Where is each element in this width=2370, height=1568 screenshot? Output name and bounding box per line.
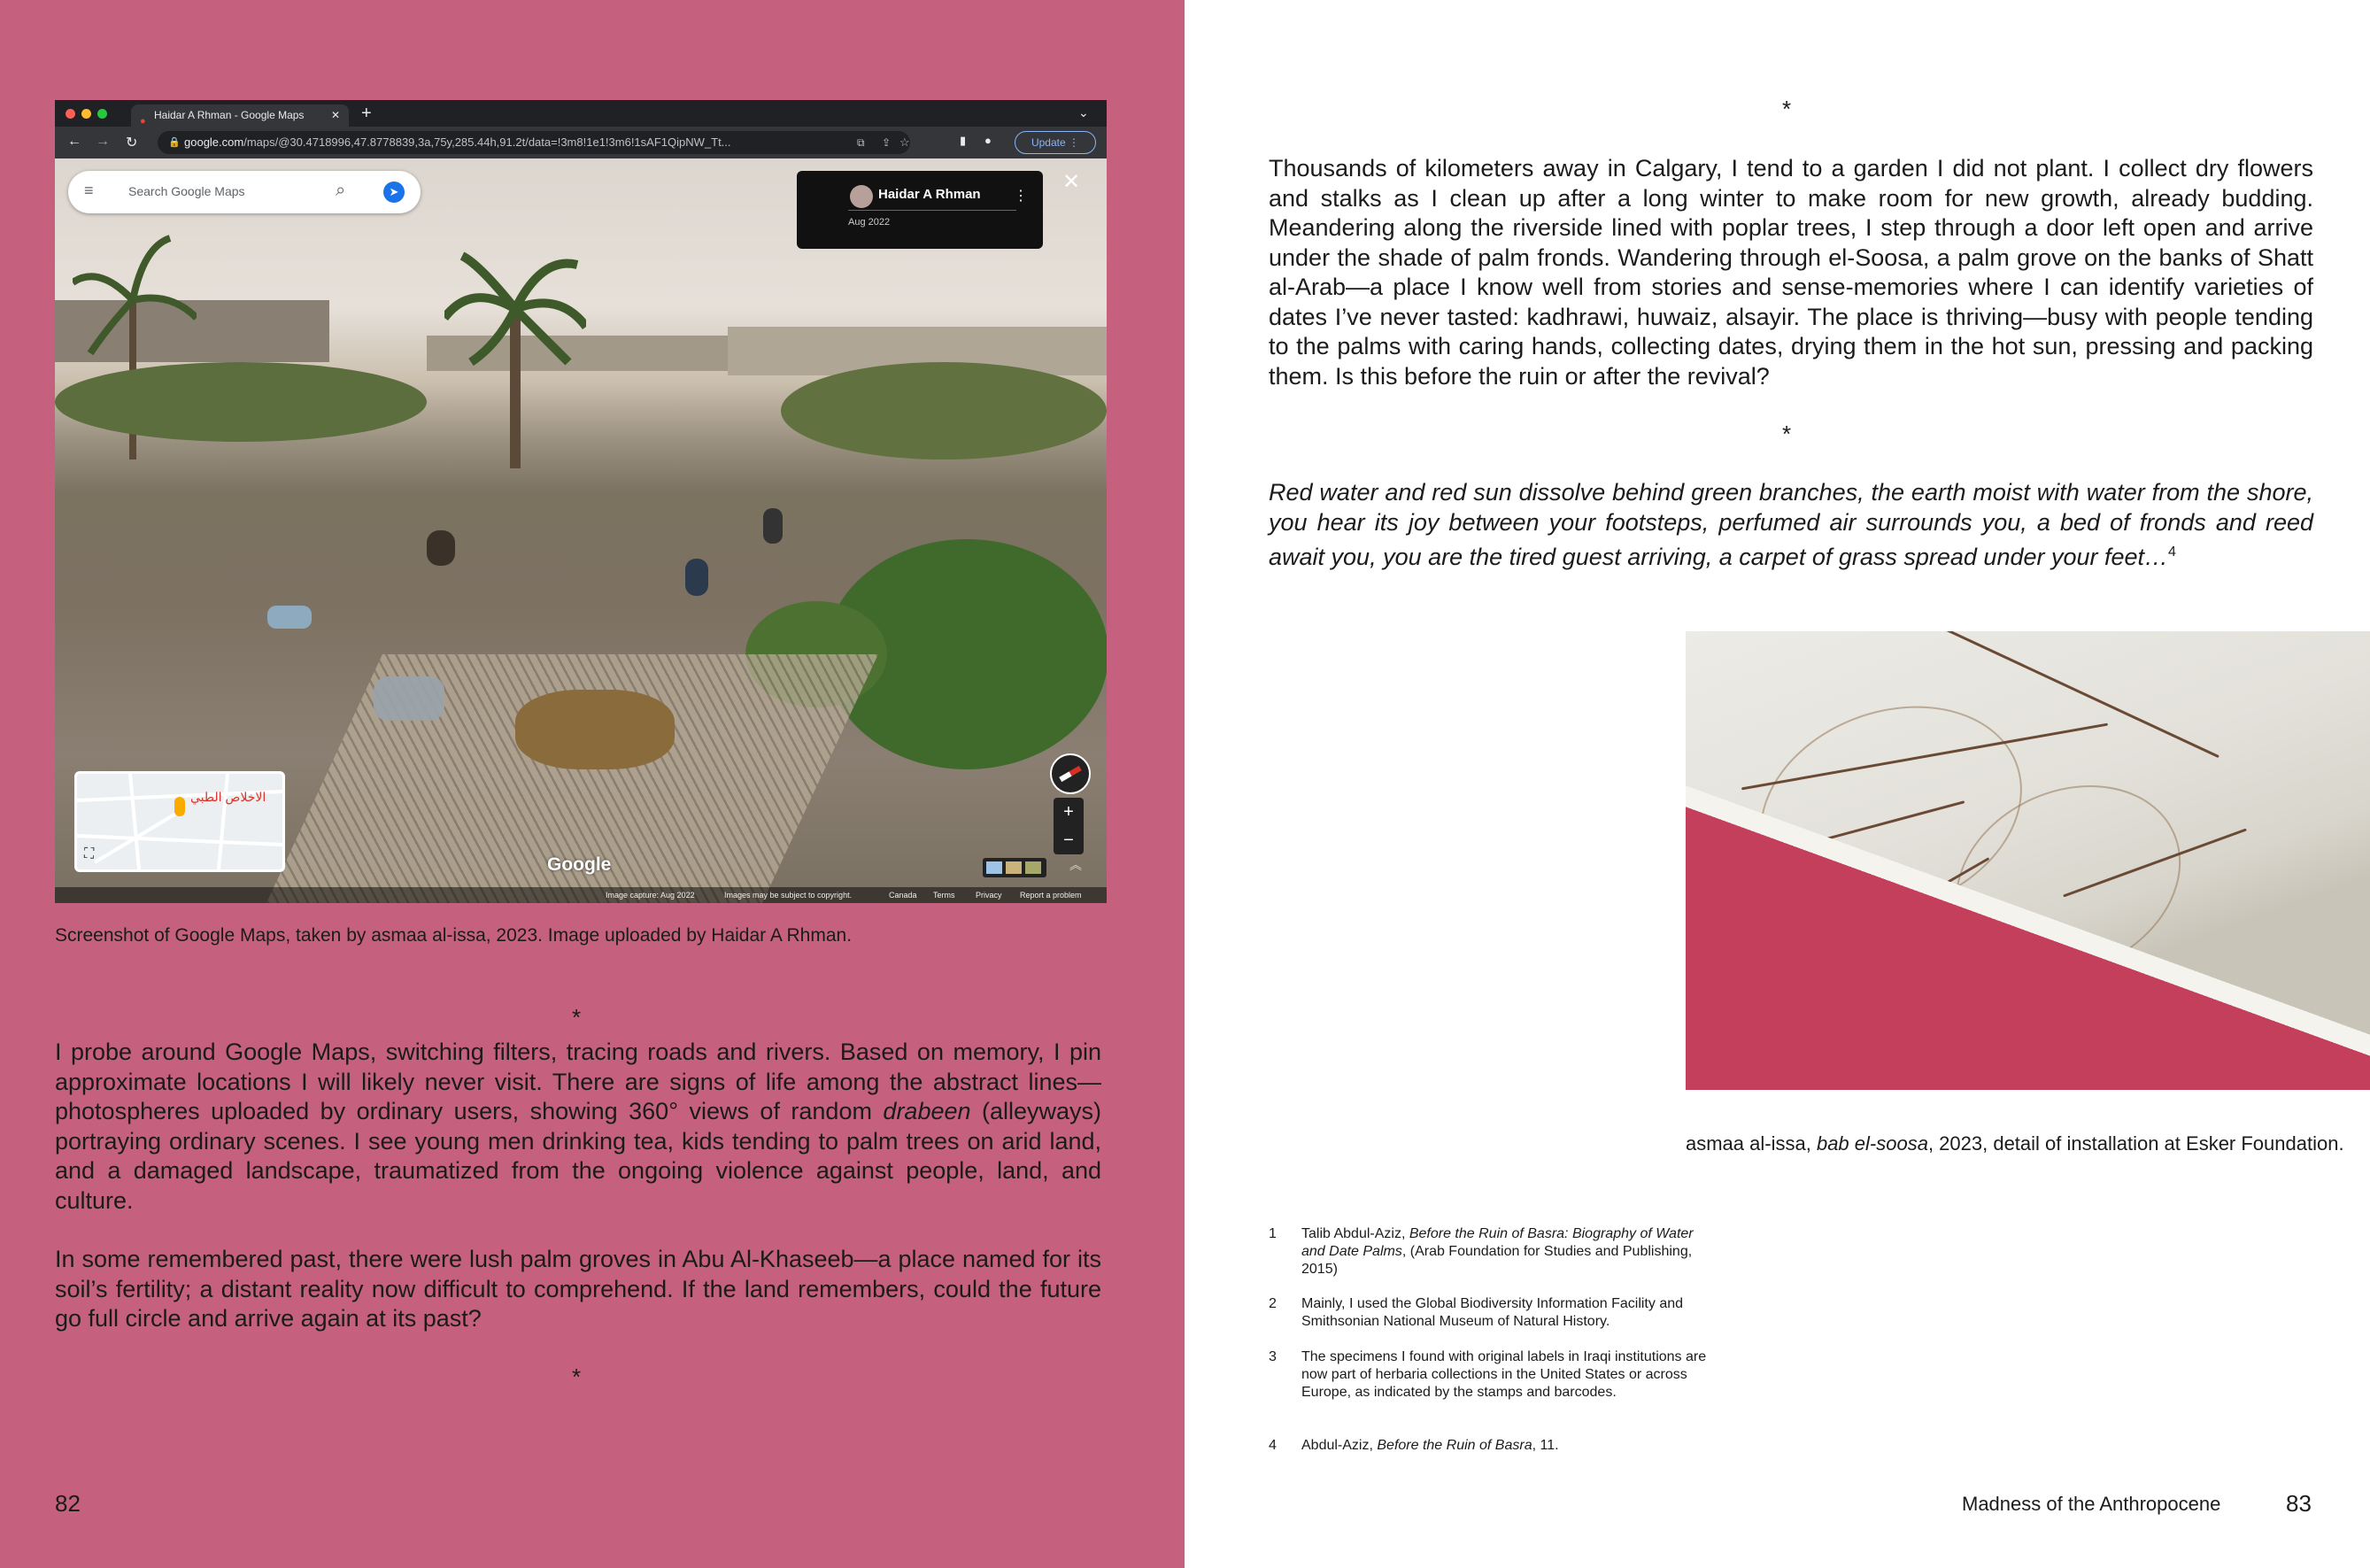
section-separator: *	[572, 1363, 582, 1390]
directions-icon[interactable]: ➤	[383, 182, 405, 203]
browser-tab-bar	[55, 100, 1107, 127]
section-separator: *	[1782, 96, 1792, 122]
search-box[interactable]	[68, 171, 421, 213]
shrubs	[55, 362, 427, 442]
search-input[interactable]: Search Google Maps	[128, 184, 245, 198]
running-title: Madness of the Anthropocene	[1962, 1493, 2221, 1515]
palm-tree	[444, 247, 586, 468]
figure-caption: Screenshot of Google Maps, taken by asmaa al-issa, 2023. Image uploaded by Haidar A Rhman.	[55, 925, 853, 946]
minimize-window-icon[interactable]	[81, 109, 91, 119]
profile-icon[interactable]: ●	[984, 134, 992, 147]
footnote-number: 4	[1269, 1438, 1277, 1453]
thumbnail[interactable]	[1025, 861, 1041, 874]
person	[685, 559, 708, 596]
red-surface	[1686, 631, 2370, 1090]
contributor-card[interactable]	[797, 171, 1043, 249]
tab-title: Haidar A Rhman - Google Maps	[154, 109, 305, 121]
thumbnail[interactable]	[1006, 861, 1022, 874]
person	[763, 508, 783, 544]
minimap-roads	[77, 774, 282, 869]
minimap-place-label: الاخلاص الطبي	[190, 790, 266, 804]
browser-toolbar	[55, 127, 1107, 158]
maximize-window-icon[interactable]	[97, 109, 107, 119]
shrubs	[781, 362, 1107, 460]
person	[427, 530, 455, 566]
footer-report[interactable]: Report a problem	[1020, 891, 1082, 900]
zoom-out-icon[interactable]: −	[1063, 830, 1074, 850]
install-icon[interactable]: ⧉	[857, 136, 865, 149]
close-tab-icon[interactable]: ✕	[331, 109, 341, 121]
footnote-text: The specimens I found with original labels in Iraqi institutions are now part of herbaria collections in the United States or across Europe, as indicated by the stamps and barcodes.	[1301, 1349, 1707, 1400]
footer-privacy[interactable]: Privacy	[976, 891, 1002, 900]
map-footer	[55, 887, 1107, 903]
water-jug	[267, 606, 312, 629]
section-separator: *	[572, 1004, 582, 1031]
maps-pin-icon: ●	[140, 116, 146, 127]
water-jug	[374, 676, 444, 721]
chevron-up-icon[interactable]: ︽	[1069, 858, 1082, 872]
footnote-text: Mainly, I used the Global Biodiversity Information Facility and Smithsonian National Museum of Natural History.	[1301, 1296, 1684, 1329]
footer-country[interactable]: Canada	[889, 891, 917, 900]
forward-arrow-icon[interactable]: →	[96, 134, 110, 149]
photo-strip[interactable]	[983, 858, 1046, 877]
note-reference: 4	[2168, 545, 2176, 560]
search-icon[interactable]: ⌕	[336, 181, 346, 200]
menu-icon[interactable]: ≡	[84, 182, 94, 199]
zoom-control	[1054, 798, 1084, 854]
share-icon[interactable]: ⇪	[882, 136, 892, 149]
chevron-down-icon[interactable]: ⌄	[1078, 105, 1089, 120]
new-tab-icon[interactable]: +	[361, 104, 372, 123]
browser-screenshot	[55, 100, 1107, 903]
footnote-text: Abdul-Aziz, Before the Ruin of Basra, 11.	[1301, 1438, 1559, 1453]
dry-brush	[515, 690, 675, 769]
pegman-icon[interactable]	[174, 797, 185, 816]
star-icon[interactable]: ☆	[899, 135, 910, 149]
avatar	[850, 185, 873, 208]
footer-copyright: Images may be subject to copyright.	[724, 891, 853, 900]
close-window-icon[interactable]	[66, 109, 75, 119]
compass-icon[interactable]	[1050, 753, 1091, 794]
footer-capture: Image capture: Aug 2022	[606, 891, 695, 900]
footnote-number: 1	[1269, 1226, 1277, 1241]
divider	[848, 210, 1016, 211]
footnote	[1269, 1295, 1729, 1331]
capture-date: Aug 2022	[848, 217, 891, 228]
footnote-number: 3	[1269, 1349, 1277, 1364]
page-number: 82	[55, 1490, 81, 1517]
footnote	[1269, 1225, 1729, 1278]
footnote	[1269, 1437, 1729, 1455]
body-paragraph: I probe around Google Maps, switching filters, tracing roads and rivers. Based on memory, I pin approximate locations I will likely never visit. There are signs of life among the abstract lines—photospheres uploaded by ordinary users, showing 360° views of random drabeen (alleyways) portraying ordinary scenes. I see young men drinking tea, kids tending to palm trees on arid land, and a damaged landscape, traumatized from the ongoing violence against people, land, and culture.	[55, 1039, 1102, 1214]
browser-tab[interactable]	[131, 104, 349, 127]
footer-terms[interactable]: Terms	[933, 891, 955, 900]
street-view-panorama[interactable]	[55, 158, 1107, 903]
quote-paragraph: Red water and red sun dissolve behind green branches, the earth moist with water from the shore, you hear its joy between your footsteps, perfumed air surrounds you, a bed of fronds and reed await you, you are the tired guest arriving, a carpet of grass spread under your feet…$^4$	[1269, 479, 2313, 570]
more-options-icon[interactable]: ⋮	[1014, 189, 1028, 204]
body-paragraph: In some remembered past, there were lush palm groves in Abu Al-Khaseeb—a place named for its soil’s fertility; a distant reality now difficult to comprehend. If the land remembers, could the future go full circle and arrive again at its past?	[55, 1246, 1101, 1332]
footnote-number: 2	[1269, 1296, 1277, 1311]
thumbnail[interactable]	[986, 861, 1002, 874]
installation-photo	[1686, 631, 2370, 1090]
update-button[interactable]: Update ⋮	[1015, 131, 1096, 154]
section-separator: *	[1782, 421, 1792, 447]
contributor-name[interactable]: Haidar A Rhman	[878, 187, 981, 202]
reload-icon[interactable]: ↻	[126, 135, 138, 151]
url-text: google.com/maps/@30.4718996,47.8778839,3a,75y,285.44h,91.2t/data=!3m8!1e1!3m6!1sAF1QipNW_Tt...	[184, 135, 731, 149]
close-icon[interactable]: ✕	[1062, 170, 1081, 194]
back-arrow-icon[interactable]: ←	[67, 134, 81, 149]
footnote-text: Talib Abdul-Aziz, Before the Ruin of Basra: Biography of Water and Date Palms, (Arab Foundation for Studies and Publishing, 2015)	[1301, 1226, 1694, 1277]
minimap[interactable]	[74, 771, 285, 872]
photo-caption: asmaa al-issa, bab el-soosa, 2023, detail of installation at Esker Foundation.	[1686, 1132, 2344, 1155]
expand-icon[interactable]: ⛶	[84, 846, 95, 861]
body-paragraph: Thousands of kilometers away in Calgary, I tend to a garden I did not plant. I collect dry flowers and stalks as I clean up after a long winter to make room for new growth, already budding. Meandering along the riverside lined with poplar trees, I step through a door left open and arrive under the shade of palm fronds. Wandering through el-Soosa, a palm grove on the banks of Shatt al-Arab—a place I know well from stories and sense-memories where I can identify varieties of dates I’ve never tasted: kadhrawi, huwaiz, alsayir. The place is thriving—busy with people tending to the palms with caring hands, collecting dates, drying them in the hot sun, pressing and packing them. Is this before the ruin or after the revival?	[1269, 155, 2313, 390]
google-logo: Google	[547, 854, 612, 875]
lock-icon: 🔒	[168, 137, 181, 148]
footnote	[1269, 1348, 1729, 1419]
page-number: 83	[2286, 1490, 2312, 1517]
sidebar-icon[interactable]: ▮	[960, 134, 967, 147]
zoom-in-icon[interactable]: +	[1063, 802, 1074, 822]
address-bar[interactable]	[158, 131, 910, 154]
